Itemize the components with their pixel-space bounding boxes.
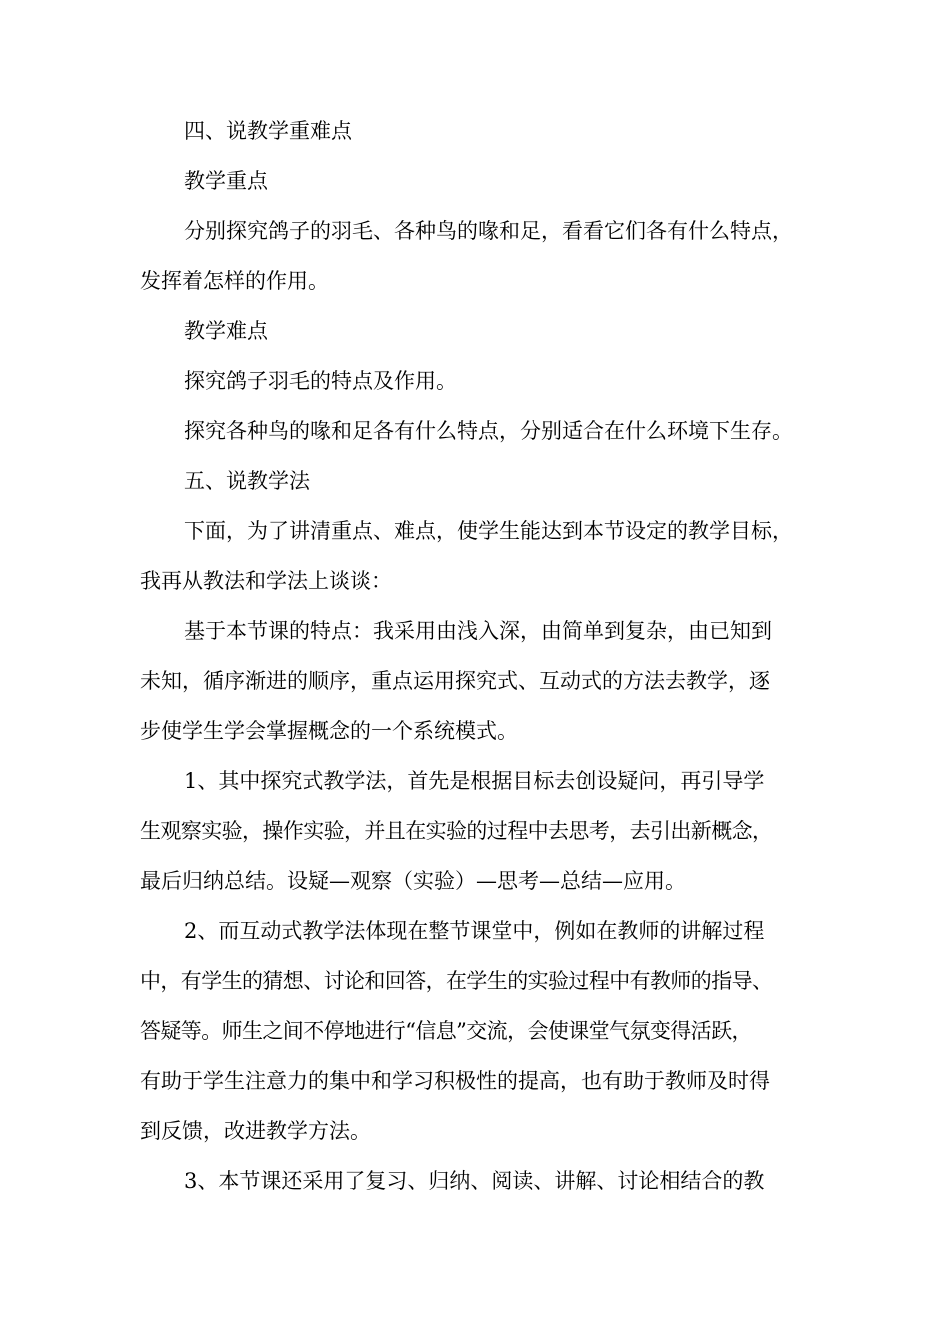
paragraph-line: 发挥着怎样的作用。 (140, 269, 329, 293)
paragraph-line: 我再从教法和学法上谈谈： (140, 569, 392, 593)
paragraph-line: 最后归纳总结。设疑—观察（实验）—思考—总结—应用。 (140, 869, 686, 893)
paragraph-line: 未知，循序渐进的顺序，重点运用探究式、互动式的方法去教学，逐 (140, 669, 770, 693)
paragraph-line: 2、而互动式教学法体现在整节课堂中，例如在教师的讲解过程 (184, 919, 765, 943)
paragraph-line: 到反馈，改进教学方法。 (140, 1119, 371, 1143)
paragraph-line: 生观察实验，操作实验，并且在实验的过程中去思考，去引出新概念， (140, 819, 773, 843)
paragraph-line: 3、本节课还采用了复习、归纳、阅读、讲解、讨论相结合的教 (184, 1169, 765, 1193)
section-heading-key-points: 四、说教学重难点 (184, 119, 352, 143)
paragraph-line: 中，有学生的猜想、讨论和回答，在学生的实验过程中有教师的指导、 (140, 969, 773, 993)
subheading-teaching-difficulty: 教学难点 (184, 319, 268, 343)
paragraph-line: 探究鸽子羽毛的特点及作用。 (184, 369, 457, 393)
section-heading-teaching-method: 五、说教学法 (184, 469, 310, 493)
paragraph-line: 基于本节课的特点：我采用由浅入深，由简单到复杂，由已知到 (184, 619, 772, 643)
paragraph-line: 下面，为了讲清重点、难点，使学生能达到本节设定的教学目标， (184, 519, 793, 543)
paragraph-line: 1、其中探究式教学法，首先是根据目标去创设疑问，再引导学 (184, 769, 765, 793)
subheading-teaching-focus: 教学重点 (184, 169, 268, 193)
paragraph-line: 分别探究鸽子的羽毛、各种鸟的喙和足，看看它们各有什么特点， (184, 219, 793, 243)
paragraph-line: 有助于学生注意力的集中和学习积极性的提高，也有助于教师及时得 (140, 1069, 770, 1093)
paragraph-line: 步使学生学会掌握概念的一个系统模式。 (140, 719, 518, 743)
paragraph-line: 探究各种鸟的喙和足各有什么特点，分别适合在什么环境下生存。 (184, 419, 793, 443)
paragraph-line: 答疑等。师生之间不停地进行“信息”交流，会使课堂气氛变得活跃， (140, 1019, 752, 1043)
